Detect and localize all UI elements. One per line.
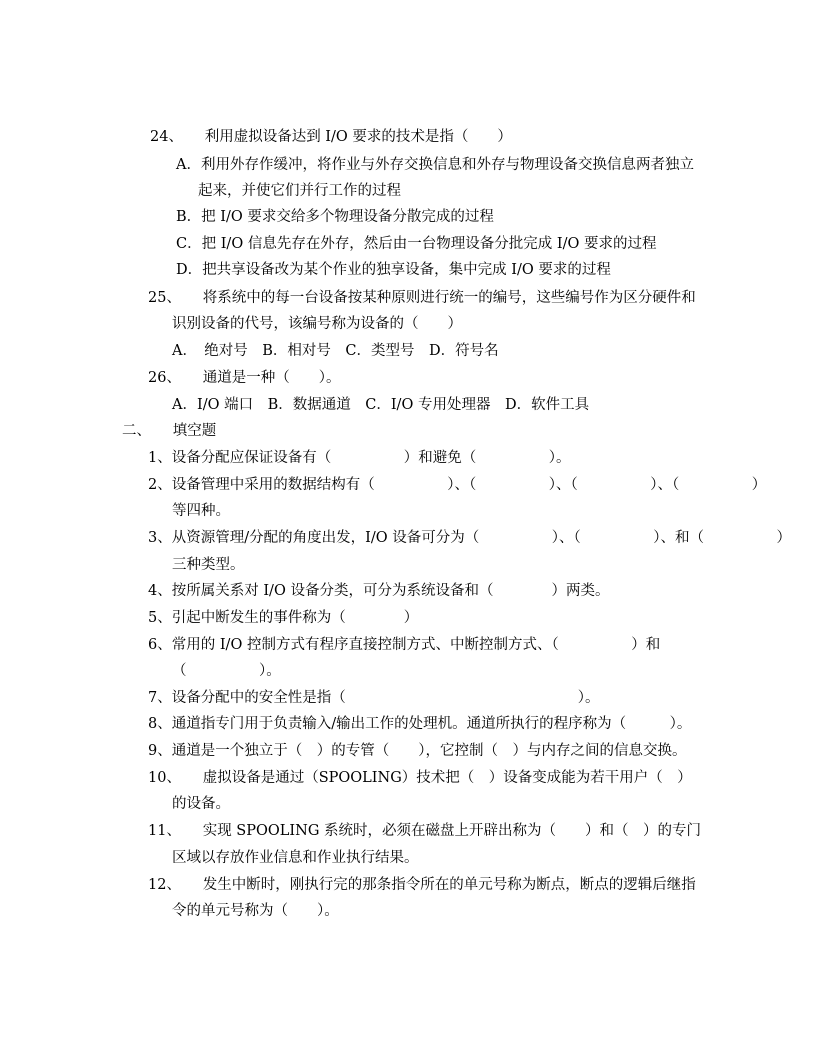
q26-options: A．I/O 端口 B．数据通道 C．I/O 专用处理器 D．软件工具	[172, 397, 590, 413]
q24-option-c: C．把 I/O 信息先存在外存，然后由一台物理设备分批完成 I/O 要求的过程	[176, 236, 657, 252]
fill-10-continued: 的设备。	[172, 796, 230, 812]
q25-options: A． 绝对号 B．相对号 C．类型号 D．符号名	[172, 343, 499, 359]
fill-6-continued: （ ）。	[172, 663, 281, 679]
q25-stem: 25、 将系统中的每一台设备按某种原则进行统一的编号，这些编号作为区分硬件和	[148, 290, 696, 306]
fill-7: 7、设备分配中的安全性是指（ ）。	[148, 690, 600, 706]
fill-10: 10、 虚拟设备是通过（SPOOLING）技术把（ ）设备变成能为若干用户（ ）	[148, 770, 692, 786]
q25-stem-continued: 识别设备的代号，该编号称为设备的（ ）	[172, 316, 462, 332]
fill-8: 8、通道指专门用于负责输入/输出工作的处理机。通道所执行的程序称为（ ）。	[148, 716, 692, 732]
q26-stem: 26、 通道是一种（ ）。	[148, 370, 341, 386]
fill-3: 3、从资源管理/分配的角度出发，I/O 设备可分为（ ）、（ ）、和（ ）	[148, 530, 791, 546]
fill-5: 5、引起中断发生的事件称为（ ）	[148, 610, 419, 626]
fill-2-continued: 等四种。	[172, 503, 230, 519]
q24-option-a-continued: 起来，并使它们并行工作的过程	[198, 183, 401, 199]
fill-9: 9、通道是一个独立于（ ）的专管（ ），它控制（ ）与内存之间的信息交换。	[148, 743, 687, 759]
q24-option-d: D．把共享设备改为某个作业的独享设备，集中完成 I/O 要求的过程	[176, 262, 611, 278]
q24-option-b: B．把 I/O 要求交给多个物理设备分散完成的过程	[176, 209, 494, 225]
fill-4: 4、按所属关系对 I/O 设备分类，可分为系统设备和（ ）两类。	[148, 583, 610, 599]
q24-stem: 24、 利用虚拟设备达到 I/O 要求的技术是指（ ）	[150, 129, 512, 145]
fill-12-continued: 令的单元号称为（ ）。	[172, 903, 339, 919]
fill-3-continued: 三种类型。	[172, 557, 245, 573]
fill-6: 6、常用的 I/O 控制方式有程序直接控制方式、中断控制方式、（ ）和	[148, 637, 661, 653]
fill-11-continued: 区域以存放作业信息和作业执行结果。	[172, 850, 419, 866]
fill-1: 1、设备分配应保证设备有（ ）和避免（ ）。	[148, 450, 571, 466]
fill-12: 12、 发生中断时，刚执行完的那条指令所在的单元号称为断点，断点的逻辑后继指	[148, 877, 696, 893]
fill-2: 2、设备管理中采用的数据结构有（ ）、（ ）、（ ）、（ ）	[148, 477, 767, 493]
fill-11: 11、 实现 SPOOLING 系统时，必须在磁盘上开辟出称为（ ）和（ ）的专门	[148, 823, 702, 839]
section-heading: 二、 填空题	[122, 423, 217, 439]
q24-option-a: A．利用外存作缓冲，将作业与外存交换信息和外存与物理设备交换信息两者独立	[176, 157, 694, 173]
